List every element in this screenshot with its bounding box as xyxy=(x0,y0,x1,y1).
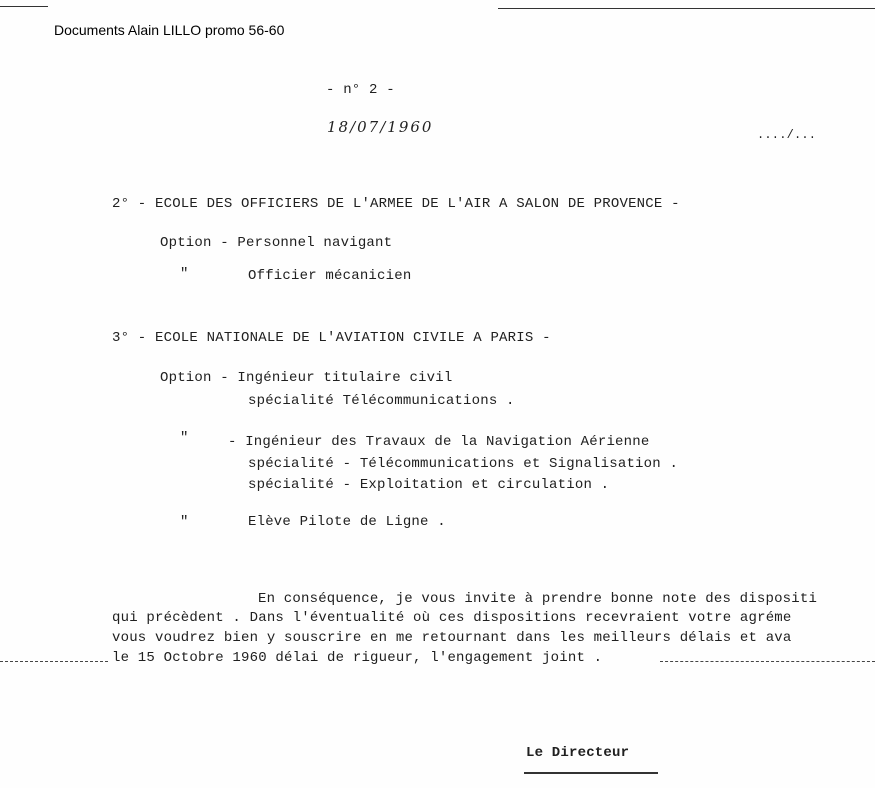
closing-line-3: vous voudrez bien y souscrire en me retournant dans les meilleurs délais et ava xyxy=(112,630,792,646)
document-source-note: Documents Alain LILLO promo 56-60 xyxy=(54,22,285,38)
scan-top-rule-left xyxy=(0,6,48,7)
ditto-mark: " xyxy=(180,266,189,282)
page-number: - n° 2 - xyxy=(326,82,395,98)
section-3-option-label: Option - Ingénieur titulaire civil xyxy=(160,370,453,386)
closing-line-4: le 15 Octobre 1960 délai de rigueur, l'engagement joint . xyxy=(112,650,603,666)
scan-dashed-rule-right xyxy=(660,661,875,662)
continuation-mark: ..../... xyxy=(757,128,817,142)
section-2-option-label: Option - Personnel navigant xyxy=(160,235,393,251)
section-2-title: 2° - ECOLE DES OFFICIERS DE L'ARMEE DE L'AIR A SALON DE PROVENCE - xyxy=(112,196,680,212)
scan-top-rule-right xyxy=(498,8,875,9)
closing-line-2: qui précèdent . Dans l'éventualité où ces dispositions recevraient votre agréme xyxy=(112,610,792,626)
section-3-option-2-spec-1: spécialité - Télécommunications et Signalisation . xyxy=(248,456,679,472)
section-3-option-2-spec-2: spécialité - Exploitation et circulation . xyxy=(248,477,610,493)
scan-dashed-rule-left xyxy=(0,661,108,662)
handwritten-date: 18/07/1960 xyxy=(327,118,434,136)
signature-title: Le Directeur xyxy=(526,745,630,761)
closing-line-1: En conséquence, je vous invite à prendre bonne note des dispositi xyxy=(258,591,818,607)
section-3-option-3: Elève Pilote de Ligne . xyxy=(248,514,446,530)
section-3-option-1-spec: spécialité Télécommunications . xyxy=(248,393,515,409)
section-3-title: 3° - ECOLE NATIONALE DE L'AVIATION CIVILE A PARIS - xyxy=(112,330,551,346)
ditto-mark: " xyxy=(180,514,189,530)
section-3-option-2: - Ingénieur des Travaux de la Navigation Aérienne xyxy=(228,434,650,450)
section-2-option-2: Officier mécanicien xyxy=(248,268,412,284)
ditto-mark: " xyxy=(180,430,189,446)
signature-underline xyxy=(524,772,658,774)
